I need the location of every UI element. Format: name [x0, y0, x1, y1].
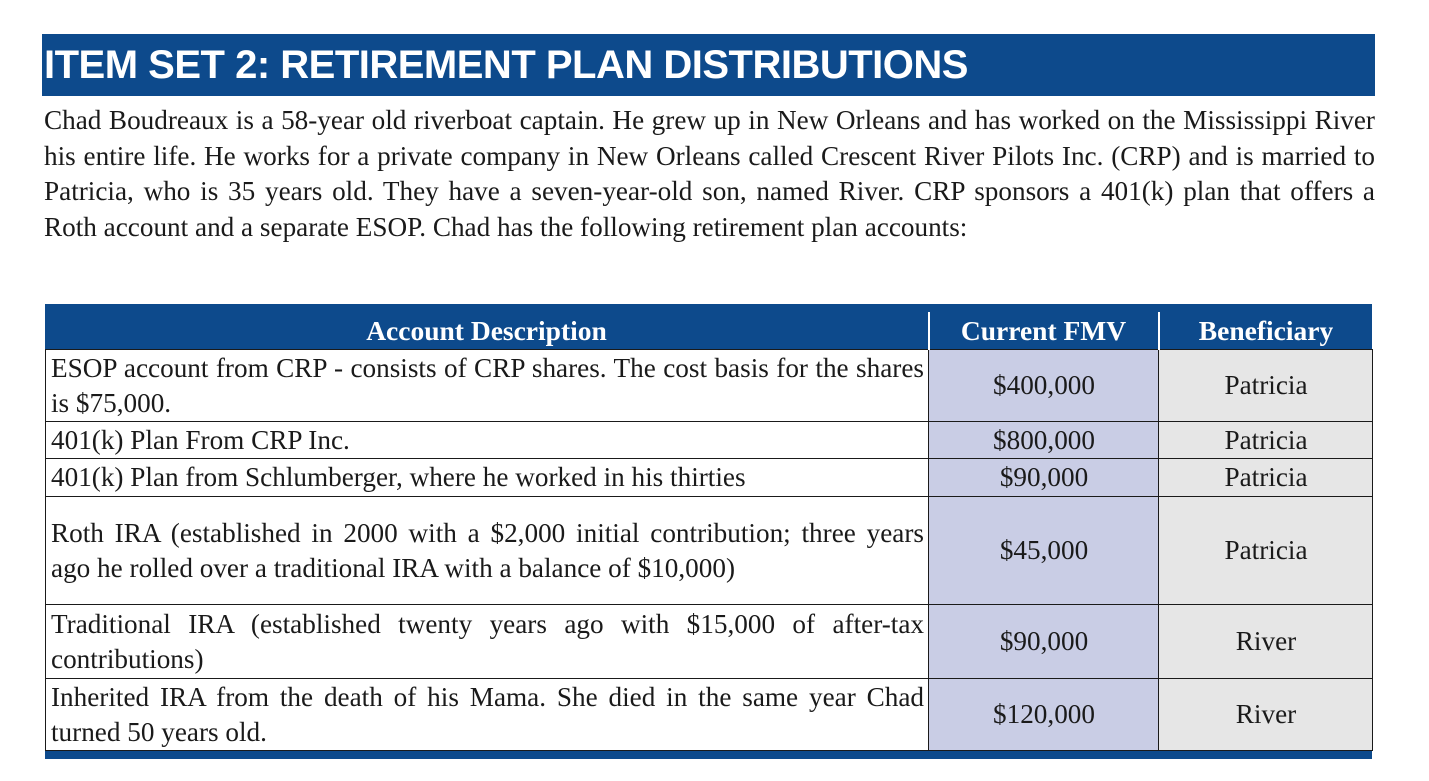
accounts-table-frame	[45, 304, 1372, 759]
beneficiary-cell: Patricia	[1159, 422, 1373, 459]
account-description-cell: Inherited IRA from the death of his Mama. She died in the same year Chad turned 50 years old.	[46, 679, 929, 751]
intro-paragraph: Chad Boudreaux is a 58-year old riverboat captain. He grew up in New Orleans and has worked on the Mississippi River his entire life. He works for a private company in New Orleans called Crescent River Pilots Inc. (CRP) and is married to Patricia, who is 35 years old. They have a seven-year-old son, named River. CRP sponsors a 401(k) plan that offers a Roth account and a separate ESOP. Chad has the following retirement plan accounts:	[44, 105, 1375, 242]
table-row	[46, 350, 1373, 422]
account-description-cell: Traditional IRA (established twenty years ago with $15,000 of after-tax contributions)	[46, 605, 929, 679]
page-title: ITEM SET 2: RETIREMENT PLAN DISTRIBUTIONS	[44, 43, 968, 87]
retirement-accounts-table	[45, 312, 1373, 751]
current-fmv-cell: $90,000	[929, 459, 1159, 497]
table-row	[46, 459, 1373, 497]
current-fmv-cell: $90,000	[929, 605, 1159, 679]
account-description-cell: ESOP account from CRP - consists of CRP shares. The cost basis for the shares is $75,000.	[46, 350, 929, 422]
account-description-cell: 401(k) Plan From CRP Inc.	[46, 422, 929, 459]
beneficiary-cell: Patricia	[1159, 497, 1373, 605]
table-row	[46, 679, 1373, 751]
current-fmv-cell: $400,000	[929, 350, 1159, 422]
header-beneficiary: Beneficiary	[1159, 312, 1373, 350]
table-row	[46, 497, 1373, 605]
current-fmv-cell: $45,000	[929, 497, 1159, 605]
header-account-description: Account Description	[366, 314, 607, 346]
account-description-cell: 401(k) Plan from Schlumberger, where he worked in his thirties	[46, 459, 929, 497]
account-description-cell: Roth IRA (established in 2000 with a $2,000 initial contribution; three years ago he rolled over a traditional IRA with a balance of $10,000)	[46, 497, 929, 605]
table-row	[46, 422, 1373, 459]
beneficiary-cell: Patricia	[1159, 350, 1373, 422]
table-row	[46, 605, 1373, 679]
current-fmv-cell: $120,000	[929, 679, 1159, 751]
beneficiary-cell: River	[1159, 605, 1373, 679]
item-set-title-bar	[42, 34, 1375, 96]
current-fmv-cell: $800,000	[929, 422, 1159, 459]
beneficiary-cell: Patricia	[1159, 459, 1373, 497]
table-header-row	[46, 312, 1373, 350]
beneficiary-cell: River	[1159, 679, 1373, 751]
header-current-fmv: Current FMV	[929, 312, 1159, 350]
